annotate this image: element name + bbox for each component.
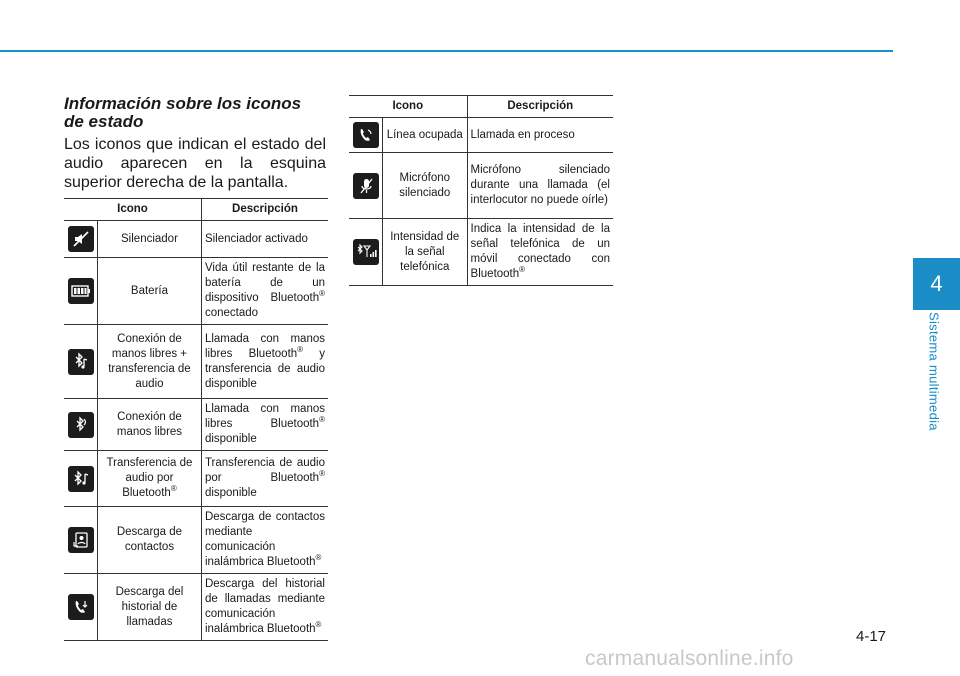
icon-name: Intensidad de la señal telefónica xyxy=(383,219,468,286)
status-icons-table-right xyxy=(349,95,613,286)
icon-name: Conexión de manos libres + transferencia de audio xyxy=(98,325,202,399)
icon-name: Descarga de contactos xyxy=(98,507,202,574)
page-number: 4-17 xyxy=(856,628,887,645)
icon-description: Transferencia de audio por Bluetooth® disponible xyxy=(201,451,328,507)
table-row xyxy=(349,219,613,286)
col-header-icon: Icono xyxy=(349,96,467,118)
table-row xyxy=(349,118,613,153)
bluetooth-handsfree-audio-icon xyxy=(68,349,94,375)
icon-description: Micrófono silenciado durante una llamada (el interlocutor no puede oírle) xyxy=(467,153,613,219)
table-row xyxy=(64,451,328,507)
table-row xyxy=(349,153,613,219)
icon-description: Indica la intensidad de la señal telefónica de un móvil conectado con Bluetooth® xyxy=(467,219,613,286)
icon-name: Conexión de manos libres xyxy=(98,399,202,451)
mute-icon xyxy=(68,226,94,252)
icon-description: Silenciador activado xyxy=(201,221,328,258)
chapter-number: 4 xyxy=(930,271,943,296)
watermark: carmanualsonline.info xyxy=(585,647,794,670)
icon-description: Descarga del historial de llamadas mediante comunicación inalámbrica Bluetooth® xyxy=(201,574,328,641)
section-heading-line2: de estado xyxy=(64,112,144,131)
icon-description: Descarga de contactos mediante comunicación inalámbrica Bluetooth® xyxy=(201,507,328,574)
top-rule xyxy=(0,50,893,52)
table-row xyxy=(64,574,328,641)
table-row xyxy=(64,258,328,325)
icon-description: Llamada con manos libres Bluetooth® y transferencia de audio disponible xyxy=(201,325,328,399)
icon-name: Transferencia de audio por Bluetooth® xyxy=(98,451,202,507)
table-row xyxy=(64,325,328,399)
col-header-icon: Icono xyxy=(64,199,201,221)
icon-name: Silenciador xyxy=(98,221,202,258)
table-row xyxy=(64,399,328,451)
battery-icon xyxy=(68,278,94,304)
section-heading-line1: Información sobre los iconos xyxy=(64,94,302,113)
icon-name: Línea ocupada xyxy=(383,118,468,153)
bluetooth-audio-icon xyxy=(68,466,94,492)
contacts-download-icon xyxy=(68,527,94,553)
section-heading xyxy=(64,95,334,131)
chapter-title: Sistema multimedia xyxy=(926,312,942,431)
call-history-download-icon xyxy=(68,594,94,620)
icon-description: Llamada con manos libres Bluetooth® disponible xyxy=(201,399,328,451)
section-intro: Los iconos que indican el estado del audio aparecen en la esquina superior derecha de la pantalla. xyxy=(64,136,326,191)
col-header-description: Descripción xyxy=(201,199,328,221)
line-busy-icon xyxy=(353,122,379,148)
icon-name: Micrófono silenciado xyxy=(383,153,468,219)
icon-name: Batería xyxy=(98,258,202,325)
signal-strength-icon xyxy=(353,239,379,265)
icon-description: Vida útil restante de la batería de un dispositivo Bluetooth® conectado xyxy=(201,258,328,325)
table-row xyxy=(64,221,328,258)
icon-description: Llamada en proceso xyxy=(467,118,613,153)
chapter-tab xyxy=(913,258,960,310)
table-row xyxy=(64,507,328,574)
chapter-title-vertical xyxy=(921,312,947,442)
col-header-description: Descripción xyxy=(467,96,613,118)
bluetooth-handsfree-icon xyxy=(68,412,94,438)
status-icons-table-left xyxy=(64,198,328,641)
microphone-muted-icon xyxy=(353,173,379,199)
icon-name: Descarga del historial de llamadas xyxy=(98,574,202,641)
